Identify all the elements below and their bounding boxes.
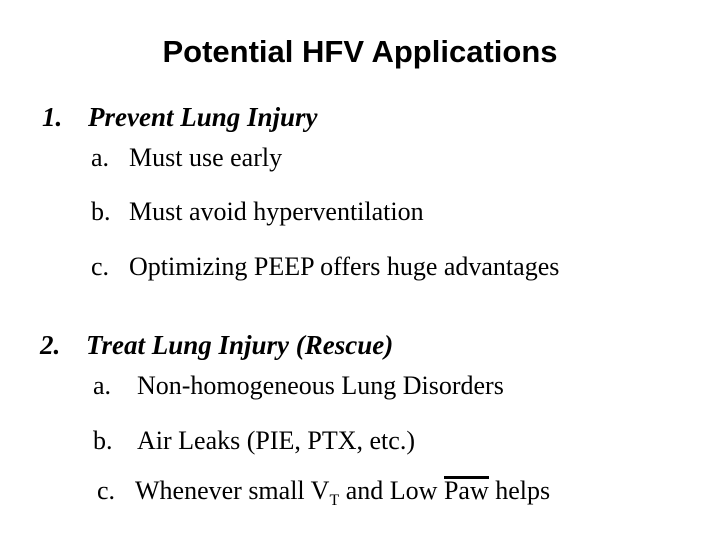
item-text-after: helps [488,476,551,505]
item-text: Optimizing PEEP offers huge advantages [129,252,560,281]
item-letter: a. [93,371,112,400]
item-text: Non-homogeneous Lung Disorders [137,371,504,400]
section-heading-treat-lung-injury [40,328,393,362]
item-text: Must use early [129,143,283,172]
item-letter: c. [91,252,110,281]
item-text: Air Leaks (PIE, PTX, etc.) [137,426,415,455]
mean-airway-pressure-symbol: Paw [444,474,489,508]
list-item [93,369,504,403]
list-item [91,250,559,284]
item-letter: c. [97,476,116,505]
item-letter: b. [93,426,113,455]
slide-title: Potential HFV Applications [162,34,558,69]
section-heading-prevent-lung-injury [42,100,318,134]
section-heading-text: Prevent Lung Injury [88,102,318,132]
list-item [91,195,424,229]
section-heading-text: Treat Lung Injury (Rescue) [86,330,394,360]
list-item [91,141,282,175]
item-text-middle: and Low [339,476,444,505]
item-letter: b. [91,197,111,226]
list-item [97,474,550,508]
section-number: 2. [40,330,61,360]
item-text: Must avoid hyperventilation [129,197,424,226]
item-text-before: Whenever small V [135,476,330,505]
item-letter: a. [91,143,110,172]
list-item [93,424,415,458]
subscript-t: T [329,492,340,509]
section-number: 1. [42,102,63,132]
